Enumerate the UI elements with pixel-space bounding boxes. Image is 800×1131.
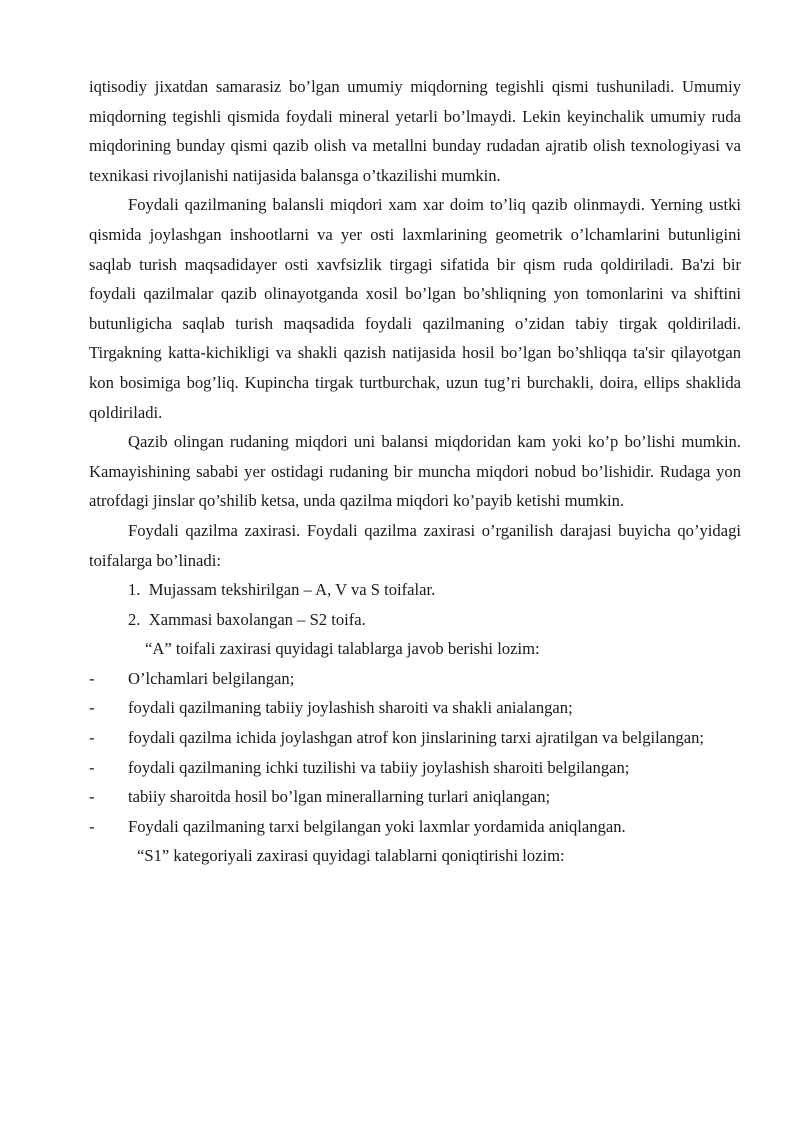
dash-item-text: tabiiy sharoitda hosil bo’lgan minerallarning turlari aniqlangan; <box>128 787 551 807</box>
dash-item-text: foydali qazilma ichida joylashgan atrof kon jinslarining tarxi ajratilgan va belgilangan; <box>128 728 704 748</box>
dash-bullet: - <box>89 668 95 688</box>
numbered-list <box>89 575 741 634</box>
paragraph-1: iqtisodiy jixatdan samarasiz bo’lgan umumiy miqdorning tegishli qismi tushuniladi. Umumiy miqdorning tegishli qismida foydali mineral yetarli bo’lmaydi. Lekin keyinchalik umumiy ruda miqdorining bunday qismi qazib olish va metallni bunday rudadan ajratib olish texnologiyasi va texnikasi rivojlanishi natijasida balansga o’tkazilishi mumkin. <box>89 77 741 185</box>
dash-list-item <box>89 782 741 812</box>
dash-list-item <box>89 812 741 842</box>
dash-list-item <box>89 723 741 753</box>
dash-item-text: O’lchamlari belgilangan; <box>128 668 295 688</box>
dash-bullet: - <box>89 787 95 807</box>
dash-list-item <box>89 664 741 694</box>
dash-item-text: foydali qazilmaning tabiiy joylashish sharoiti va shakli anialangan; <box>128 698 573 718</box>
dash-item-text: Foydali qazilmaning tarxi belgilangan yoki laxmlar yordamida aniqlangan. <box>128 816 626 836</box>
s1-category-intro: “S1” kategoriyali zaxirasi quyidagi talablarni qoniqtirishi lozim: <box>137 846 565 866</box>
dash-list <box>89 664 741 842</box>
dash-item-text: foydali qazilmaning ichki tuzilishi va tabiiy joylashish sharoiti belgilangan; <box>128 757 630 777</box>
dash-bullet: - <box>89 816 95 836</box>
list-number: 1. <box>128 580 141 600</box>
document-page <box>89 72 741 871</box>
list-item-text: Xammasi baxolangan – S2 toifa. <box>148 609 366 629</box>
dash-list-item <box>89 753 741 783</box>
list-number: 2. <box>128 609 141 629</box>
paragraph-3: Qazib olingan rudaning miqdori uni balansi miqdoridan kam yoki ko’p bo’lishi mumkin. Kamayishining sababi yer ostidagi rudaning bir muncha miqdori nobud bo’lishidir. Rudaga yon atrofdagi jinslar qo’shilib ketsa, unda qazilma miqdori ko’payib ketishi mumkin. <box>89 432 741 511</box>
a-category-intro: “A” toifali zaxirasi quyidagi talablarga javob berishi lozim: <box>145 639 540 659</box>
dash-bullet: - <box>89 728 95 748</box>
dash-list-item <box>89 693 741 723</box>
paragraph-2: Foydali qazilmaning balansli miqdori xam xar doim to’liq qazib olinmaydi. Yerning ustki qismida joylashgan inshootlarni va yer osti laxmlarining geometrik o’lchamlarini butunligini saqlab turish maqsadidayer osti xavfsizlik tirgagi sifatida bir qism ruda qoldiriladi. Ba'zi bir foydali qazilmalar qazib olinayotganda xosil bo’lgan bo’shliqning yon tomonlarini va shiftini butunligicha saqlab turish maqsadida foydali qazilmaning o’zidan tabiy tirgak qoldiriladi. Tirgakning katta-kichikligi va shakli qazish natijasida hosil bo’lgan bo’shliqqa ta'sir qilayotgan kon bosimiga bog’liq. Kupincha tirgak turtburchak, uzun tug’ri burchakli, doira, ellips shaklida qoldiriladi. <box>89 195 741 422</box>
dash-bullet: - <box>89 757 95 777</box>
numbered-list-item <box>89 575 741 605</box>
numbered-list-item <box>89 605 741 635</box>
list-item-text: Mujassam tekshirilgan – A, V va S toifalar. <box>148 580 436 600</box>
paragraph-4: Foydali qazilma zaxirasi. Foydali qazilma zaxirasi o’rganilish darajasi buyicha qo’yidagi toifalarga bo’linadi: <box>89 520 741 570</box>
dash-bullet: - <box>89 698 95 718</box>
